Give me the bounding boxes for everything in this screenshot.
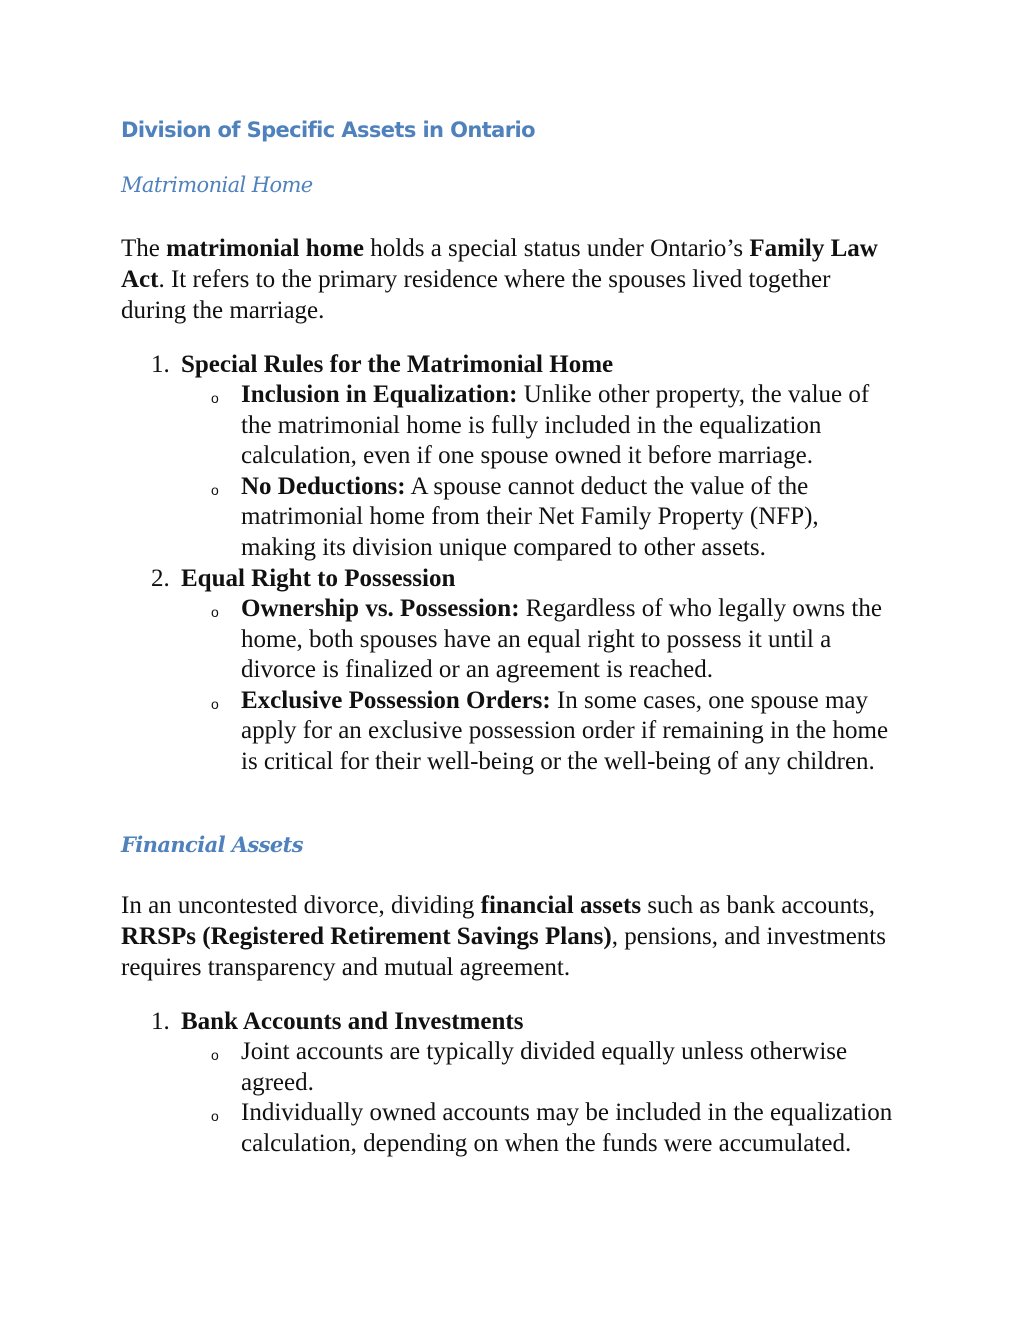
bullet-icon: o bbox=[211, 390, 219, 406]
matrimonial-home-intro: The matrimonial home holds a special status under Ontario’s Family Law Act. It refers to the primary residence where the spouses lived together during the marriage. bbox=[121, 235, 878, 324]
list-item: 1. Special Rules for the Matrimonial Home bbox=[151, 351, 614, 378]
bullet-icon: o bbox=[211, 695, 219, 712]
sub-list-item: o No Deductions: A spouse cannot deduct the value of the matrimonial home from their Net Family Property (NFP), making its division unique compared to other assets. bbox=[211, 472, 819, 561]
financial-assets-list bbox=[151, 1006, 911, 1159]
term-financial-assets: financial assets bbox=[480, 892, 642, 919]
bullet-icon: o bbox=[211, 1047, 219, 1063]
sub-list-item: o Joint accounts are typically divided equally unless otherwise agreed. bbox=[211, 1038, 848, 1096]
section-heading-financial-assets: Financial Assets bbox=[121, 832, 303, 857]
bullet-icon: o bbox=[211, 604, 219, 620]
list-item-title: Bank Accounts and Investments bbox=[181, 1008, 524, 1035]
financial-assets-intro: In an uncontested divorce, dividing financial assets such as bank accounts, RRSPs (Registered Retirement Savings Plans), pensions, and investments requires transparency and mutual agreement. bbox=[121, 892, 886, 981]
sub-list-item: o Ownership vs. Possession: Regardless of who legally owns the home, both spouses have an equal right to possess it until a divorce is finalized or an agreement is reached. bbox=[211, 595, 882, 683]
list-item-title: Equal Right to Possession bbox=[181, 565, 456, 592]
section-heading-matrimonial-home: Matrimonial Home bbox=[121, 173, 313, 197]
sub-list-item: o Inclusion in Equalization: Unlike other property, the value of the matrimonial home is fully included in the equalization calculation, even if one spouse owned it before marriage. bbox=[211, 381, 870, 469]
list-item-title: Special Rules for the Matrimonial Home bbox=[181, 351, 614, 378]
list-item: 1. Bank Accounts and Investments bbox=[151, 1008, 524, 1035]
bullet-icon: o bbox=[211, 481, 219, 498]
term-rrsps: RRSPs (Registered Retirement Savings Plans) bbox=[121, 923, 612, 950]
list-item: 2. Equal Right to Possession bbox=[151, 565, 456, 592]
document-title: Division of Specific Assets in Ontario bbox=[121, 118, 535, 142]
bullet-icon: o bbox=[211, 1108, 219, 1124]
sub-list-item: o Exclusive Possession Orders: In some cases, one spouse may apply for an exclusive possession order if remaining in the home is critical for their well-being or the well-being of any children. bbox=[211, 686, 889, 775]
matrimonial-home-list bbox=[151, 349, 911, 777]
sub-list-item: o Individually owned accounts may be included in the equalization calculation, depending on when the funds were accumulated. bbox=[211, 1099, 893, 1157]
term-matrimonial-home: matrimonial home bbox=[166, 235, 365, 262]
term-family-law-act: Family Law Act bbox=[121, 235, 878, 293]
